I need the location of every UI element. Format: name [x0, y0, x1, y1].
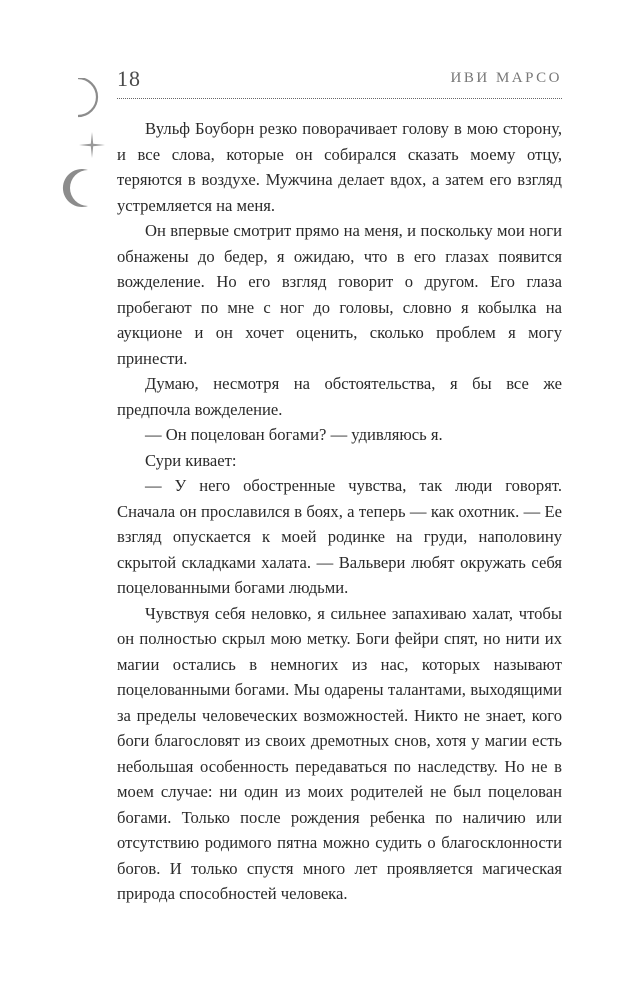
- crescent-moon-filled-icon: [63, 169, 88, 207]
- paragraph: Сури кивает:: [145, 450, 237, 470]
- margin-ornaments: [56, 78, 106, 218]
- ornament-group: [56, 78, 106, 218]
- paragraph: Он впервые смотрит прямо на меня, и поскольку мои ноги обнажены до бедер, я ожидаю, что в его глазах появится вожделение. Но его взгляд говорит о другом. Его глаза пробегают по мне с ног до головы, словно я кобылка на аукционе и он хочет оценить, сколько проблем я могу принести.: [117, 221, 562, 368]
- dialogue-line: — У него обостренные чувства, так люди говорят. Сначала он прославился в боях, а теперь — как охотник. — Ее взгляд опускается к моей родинке на груди, наполовину скрытой складками халата. — Вальвери любят окружать себя поцелованными богами людьми.: [117, 476, 562, 597]
- paragraph: Чувствуя себя неловко, я сильнее запахиваю халат, чтобы он полностью скрыл мою метку. Боги фейри спят, но нити их магии остались в немногих из нас, которых называют поцелованными богами. Мы одарены талантами, выходящими за пределы человеческих возможностей. Никто не знает, кого боги благословят из своих дремотных снов, хотя у магии есть небольшая особенность передаваться по наследству. Но не в моем случае: ни один из моих родителей не был поцелован богами. Только после рождения ребенка по наличию или отсутствию родимого пятна можно судить о благосклонности богов. И только спустя много лет проявляется магическая природа способностей человека.: [117, 603, 562, 903]
- crescent-moon-outline-icon: [78, 78, 97, 116]
- body-text: [117, 116, 562, 907]
- dialogue-line: — Он поцелован богами? — удивляюсь я.: [145, 425, 443, 444]
- paragraph: Вульф Боуборн резко поворачивает голову в мою сторону, и все слова, которые он собирался сказать моему отцу, теряются в воздухе. Мужчина делает вдох, а затем его взгляд устремляется на меня.: [117, 119, 562, 215]
- page-header: [117, 66, 562, 102]
- running-head-author: ИВИ МАРСО: [450, 70, 562, 86]
- header-dotted-divider: [117, 98, 562, 99]
- paragraph: Думаю, несмотря на обстоятельства, я бы все же предпочла вожделение.: [117, 374, 562, 419]
- page-number: 18: [117, 66, 141, 91]
- sparkle-star-icon: [79, 132, 105, 158]
